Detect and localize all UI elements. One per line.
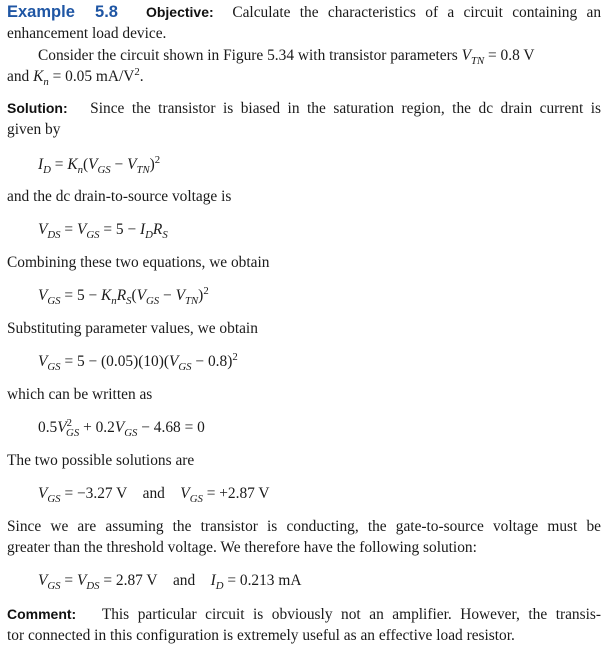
equation-id: $I_D = K_n(V_{GS} - V_{TN})^2$ xyxy=(38,154,161,176)
eq4-post: − 0.8) xyxy=(191,353,233,370)
solution-text-9: greater than the threshold voltage. We therefore have the following solution: xyxy=(7,539,477,556)
intro-line-1: Consider the circuit shown in Figure 5.34 with transistor parameters $V_{TN} = 0.8$ V xyxy=(38,47,535,67)
kn-value: = 0.05 mA/V xyxy=(52,68,135,85)
eq6-b: = +2.87 V xyxy=(206,485,270,502)
objective-label: Objective: xyxy=(145,4,214,20)
comment-label: Comment: xyxy=(7,606,77,622)
example-number: 5.8 xyxy=(95,3,118,21)
comment-line-1 xyxy=(7,604,601,625)
vtn-value: = 0.8 V xyxy=(488,47,535,64)
solution-text-3: and the dc drain-to-source voltage is xyxy=(7,188,232,205)
solution-label: Solution: xyxy=(7,100,68,116)
example-label: Example xyxy=(7,3,75,21)
solution-text-5: Substituting parameter values, we obtain xyxy=(7,320,258,337)
solution-text-6: which can be written as xyxy=(7,386,153,403)
objective-text: Calculate the characteristics of a circuit containing an xyxy=(232,4,602,21)
eq7-b: = 0.213 mA xyxy=(227,572,302,589)
eq4-pre: = 5 − (0.05)(10)( xyxy=(64,353,169,370)
intro-line-2: and $K_n = 0.05$ $mA/V^2$. xyxy=(7,66,144,88)
solution-line-1 xyxy=(7,98,601,119)
solution-text-7: The two possible solutions are xyxy=(7,452,195,469)
equation-vds: $V_{DS} = V_{GS} = 5 - I_DR_S$ xyxy=(38,221,168,241)
eq6-and: and xyxy=(142,485,165,502)
solution-text-8: Since we are assuming the transistor is conducting, the gate-to-source voltage must be xyxy=(7,518,601,535)
equation-quadratic: $0.5V^2_{GS} + 0.2V_{GS} - 4.68 = 0$ xyxy=(38,417,205,439)
comment-text-2: tor connected in this configuration is extremely useful as an effective load resistor. xyxy=(7,627,515,644)
objective-text-2: enhancement load device. xyxy=(7,25,167,42)
equation-combined: $V_{GS} = 5 - K_nR_S(V_{GS} - V_{TN})^2$ xyxy=(38,285,209,307)
solution-text-4: Combining these two equations, we obtain xyxy=(7,254,270,271)
equation-solutions: $V_{GS} = -3.27$ V and $V_{GS} = +2.87$ V xyxy=(38,485,270,505)
comment-text-1: This particular circuit is obviously not an amplifier. However, the transis- xyxy=(101,606,602,623)
eq7-and: and xyxy=(172,572,196,589)
solution-text-2: given by xyxy=(7,121,61,138)
equation-final: $V_{GS} = V_{DS} = 2.87$ V and $I_D = 0.213$ mA xyxy=(38,572,302,592)
example-heading-line xyxy=(7,2,601,23)
solution-text-1: Since the transistor is biased in the saturation region, the dc drain current is xyxy=(90,100,601,117)
equation-substituted: $V_{GS} = 5 - (0.05)(10)(V_{GS} - 0.8)^2$ xyxy=(38,351,238,373)
intro-text-1: Consider the circuit shown in Figure 5.34 with transistor parameters xyxy=(38,47,462,64)
intro-text-2: and xyxy=(7,68,34,85)
eq6-a: = −3.27 V xyxy=(64,485,128,502)
